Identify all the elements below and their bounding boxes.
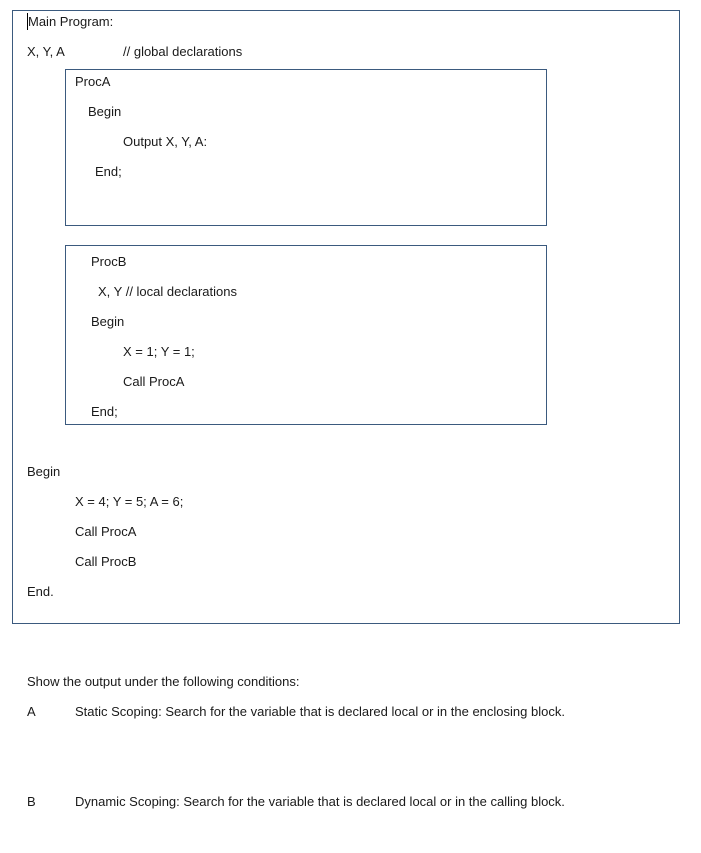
global-variables: X, Y, A (27, 44, 65, 59)
main-call-proc-b: Call ProcB (75, 554, 137, 569)
proc-a-end: End; (95, 164, 122, 179)
option-a-label: A (27, 704, 36, 719)
proc-a-output-statement: Output X, Y, A: (123, 134, 208, 149)
main-end: End. (27, 584, 54, 599)
option-b-label: B (27, 794, 36, 809)
option-b-text: Dynamic Scoping: Search for the variable that is declared local or in the calling block. (75, 794, 565, 809)
main-call-proc-a: Call ProcA (75, 524, 137, 539)
proc-b-assignment: X = 1; Y = 1; (123, 344, 195, 359)
proc-b-call-proc-a: Call ProcA (123, 374, 185, 389)
proc-b-end: End; (91, 404, 118, 419)
main-assignment: X = 4; Y = 5; A = 6; (75, 494, 184, 509)
proc-b-begin: Begin (91, 314, 125, 329)
option-a-text: Static Scoping: Search for the variable that is declared local or in the enclosing block. (75, 704, 565, 719)
global-declarations-comment: // global declarations (123, 44, 243, 59)
proc-b-box (65, 245, 547, 425)
proc-a-name: ProcA (75, 74, 111, 89)
main-program-title: Main Program: (28, 14, 114, 29)
proc-a-begin: Begin (88, 104, 122, 119)
question-prompt: Show the output under the following conditions: (27, 674, 300, 689)
proc-b-name: ProcB (91, 254, 127, 269)
main-begin: Begin (27, 464, 61, 479)
proc-b-local-declarations: X, Y // local declarations (98, 284, 237, 299)
